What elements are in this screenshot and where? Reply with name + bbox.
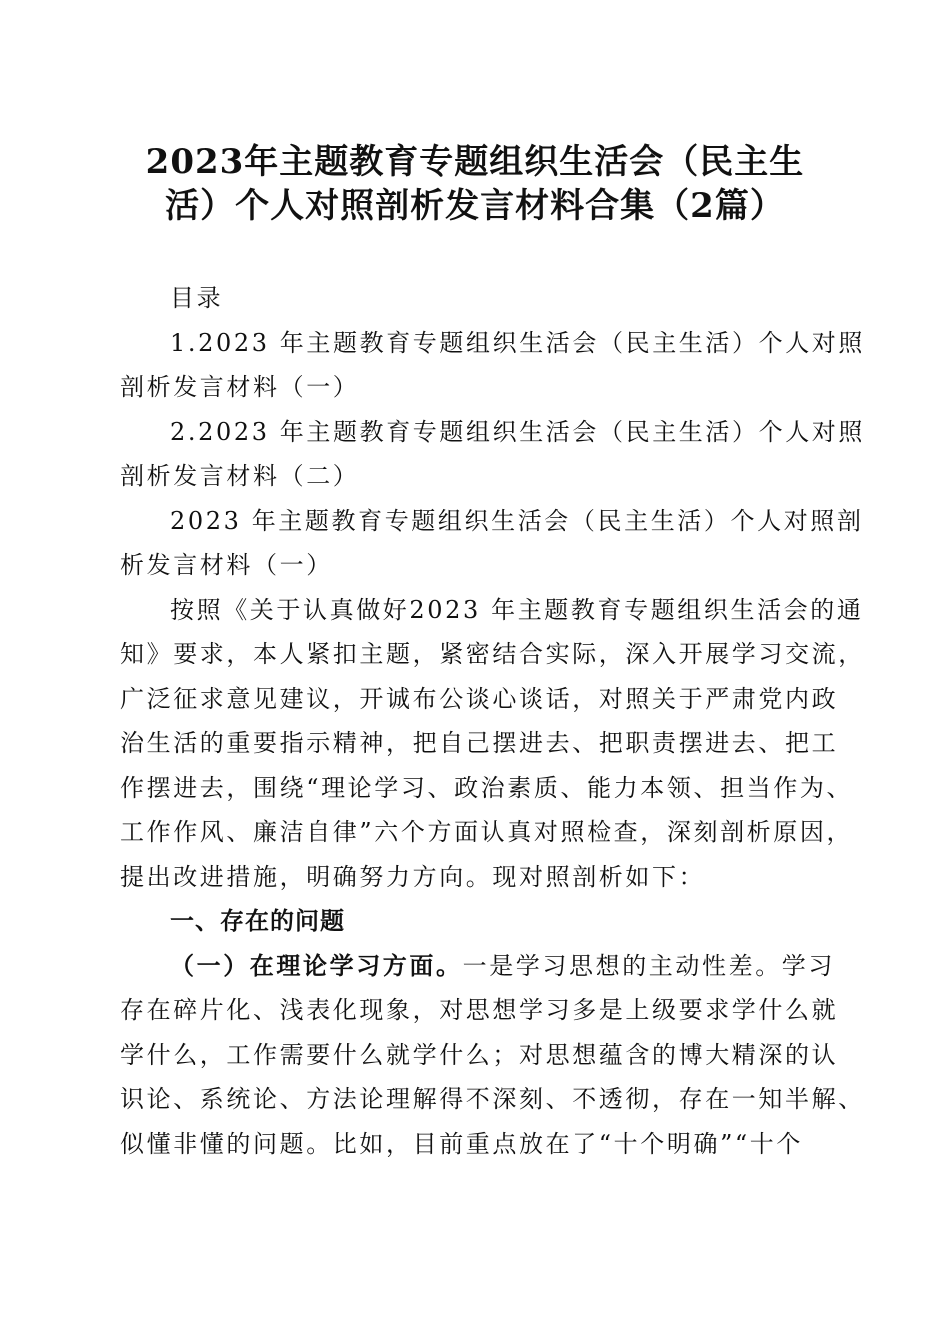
intro-line-5: 作摆进去，围绕“理论学习、政治素质、能力本领、担当作为、 xyxy=(120,773,854,802)
heading-problems: 一、存在的问题 xyxy=(170,907,345,935)
toc-item-1-line-1: 1.2023 年主题教育专题组织生活会（民主生活）个人对照 xyxy=(170,328,866,357)
intro-line-6: 工作作风、廉洁自律”六个方面认真对照检查，深刻剖析原因， xyxy=(120,818,854,846)
toc-item-1-line-2: 剖析发言材料（一） xyxy=(120,373,360,401)
sub1-first-rest: 一是学习思想的主动性差。学习 xyxy=(462,951,836,980)
intro-line-7: 提出改进措施，明确努力方向。现对照剖析如下： xyxy=(120,862,706,891)
sub1-line-1 xyxy=(120,944,836,989)
document-body xyxy=(120,276,866,1166)
sub1-line-4: 识论、系统论、方法论理解得不深刻、不透彻，存在一知半解、 xyxy=(120,1085,865,1113)
section-title-line-1: 2023 年主题教育专题组织生活会（民主生活）个人对照剖 xyxy=(170,506,864,535)
intro-line-4: 治生活的重要指示精神，把自己摆进去、把职责摆进去、把工 xyxy=(120,729,839,757)
sub1-line-2: 存在碎片化、浅表化现象，对思想学习多是上级要求学什么就 xyxy=(120,996,839,1024)
intro-line-2: 知》要求，本人紧扣主题，紧密结合实际，深入开展学习交流， xyxy=(120,640,865,668)
toc-item-2-line-2: 剖析发言材料（二） xyxy=(120,462,360,490)
document-title xyxy=(120,140,830,228)
toc-label: 目录 xyxy=(170,284,224,312)
sub1-line-3: 学什么，工作需要什么就学什么；对思想蕴含的博大精深的认 xyxy=(120,1040,839,1069)
section-title-line-2: 析发言材料（一） xyxy=(120,551,333,579)
sub1-bold-lead: （一）在理论学习方面。 xyxy=(170,950,463,980)
toc-item-2-line-1: 2.2023 年主题教育专题组织生活会（民主生活）个人对照 xyxy=(170,417,866,446)
sub1-line-5: 似懂非懂的问题。比如，目前重点放在了“十个明确”“十个 xyxy=(120,1129,804,1158)
intro-line-1: 按照《关于认真做好2023 年主题教育专题组织生活会的通 xyxy=(170,595,864,624)
intro-line-3: 广泛征求意见建议，开诚布公谈心谈话，对照关于严肃党内政 xyxy=(120,684,839,713)
title-line-1: 2023年主题教育专题组织生活会（民主生 xyxy=(145,142,805,182)
title-line-2: 活）个人对照剖析发言材料合集（2篇） xyxy=(165,186,785,226)
